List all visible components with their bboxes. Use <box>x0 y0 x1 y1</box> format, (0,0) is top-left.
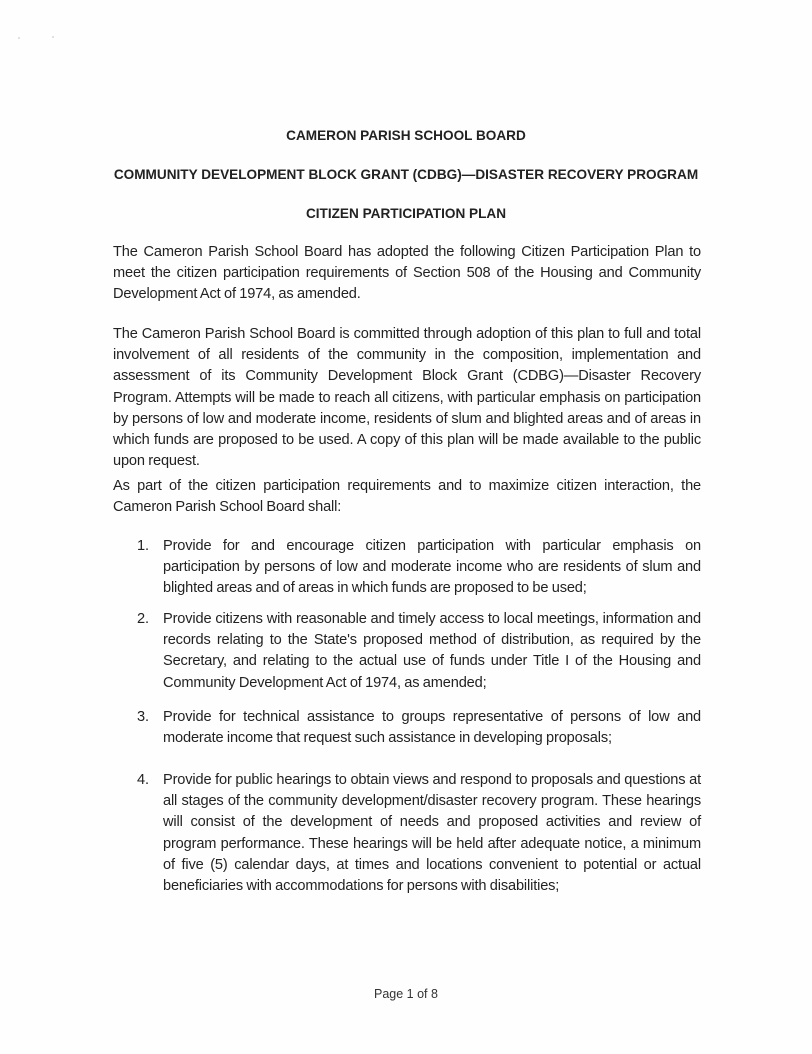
scan-speck <box>18 37 20 39</box>
list-item <box>137 707 701 749</box>
heading-organization: CAMERON PARISH SCHOOL BOARD <box>286 128 526 143</box>
scan-speck <box>52 36 54 38</box>
intro-paragraph: The Cameron Parish School Board has adopted the following Citizen Participation Plan to meet the citizen participation requirements of Section 508 of the Housing and Community Development Act of 1974, as amended. <box>113 244 701 303</box>
list-item-number: 2. <box>137 611 149 627</box>
list-item-number: 4. <box>137 772 149 788</box>
list-item <box>137 770 701 897</box>
list-item-number: 3. <box>137 709 149 725</box>
list-item <box>137 609 701 694</box>
list-item-text: Provide for technical assistance to groups representative of persons of low and moderate income that request such assistance in developing proposals; <box>163 709 701 747</box>
heading-program: COMMUNITY DEVELOPMENT BLOCK GRANT (CDBG)—DISASTER RECOVERY PROGRAM <box>113 167 699 182</box>
list-item-text: Provide for and encourage citizen participation with particular emphasis on participation by persons of low and moderate income who are residents of slum and blighted areas and of areas in which funds are proposed to be used; <box>163 538 701 597</box>
page-number: Page 1 of 8 <box>374 987 438 1001</box>
list-item-text: Provide for public hearings to obtain views and respond to proposals and questions at all stages of the community development/disaster recovery program. These hearings will consist of the development of needs and proposed activities and review of program performance. These hearings will be held after adequate notice, a minimum of five (5) calendar days, at times and locations convenient to potential or actual beneficiaries with accommodations for persons with disabilities; <box>163 772 701 895</box>
heading-plan-title: CITIZEN PARTICIPATION PLAN <box>305 206 507 221</box>
requirements-paragraph: As part of the citizen participation requirements and to maximize citizen interaction, the Cameron Parish School Board shall: <box>113 478 701 516</box>
list-item-number: 1. <box>137 538 149 554</box>
list-item <box>137 536 701 600</box>
commitment-paragraph: The Cameron Parish School Board is committed through adoption of this plan to full and total involvement of all residents of the community in the composition, implementation and assessment of its Community Development Block Grant (CDBG)—Disaster Recovery Program. Attempts will be made to reach all citizens, with particular emphasis on participation by persons of low and moderate income, residents of slum and blighted areas and of areas in which funds are proposed to be used. A copy of this plan will be made available to the public upon request. <box>113 326 701 470</box>
list-item-text: Provide citizens with reasonable and timely access to local meetings, information and records relating to the State's proposed method of distribution, as required by the Secretary, and relating to the actual use of funds under Title I of the Housing and Community Development Act of 1974, as amended; <box>163 611 701 691</box>
